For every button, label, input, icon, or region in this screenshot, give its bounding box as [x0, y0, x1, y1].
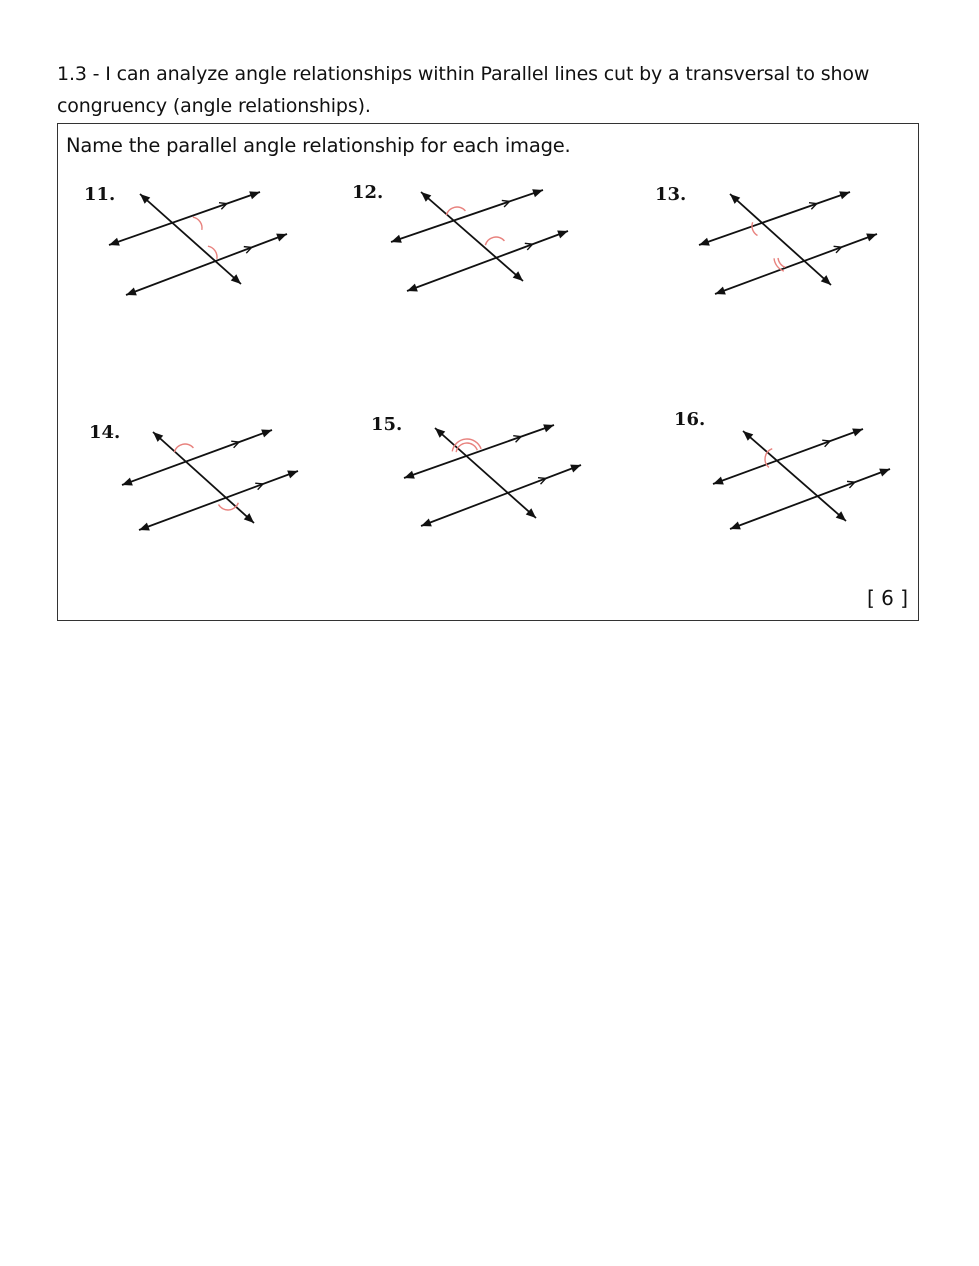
- arrowhead: [543, 424, 554, 432]
- arrowhead: [532, 189, 543, 197]
- angle-arc: [174, 444, 193, 452]
- arrowhead: [261, 429, 272, 437]
- parallel-line: [713, 429, 863, 484]
- transversal-line: [435, 428, 536, 518]
- angle-arc: [446, 207, 465, 215]
- parallel-line: [391, 190, 543, 242]
- arrowhead: [570, 465, 581, 473]
- arrowhead: [391, 235, 402, 243]
- arrowhead: [730, 522, 741, 530]
- arrowhead: [421, 519, 432, 527]
- arrowhead: [839, 191, 850, 199]
- parallel-line: [139, 471, 298, 530]
- arrowhead: [122, 478, 133, 486]
- question-number: 11.: [84, 184, 116, 205]
- question-number: 15.: [371, 414, 403, 435]
- transversal-line: [153, 432, 254, 523]
- points-label: [ 6 ]: [866, 586, 908, 610]
- arrowhead: [287, 471, 298, 479]
- arrowhead: [866, 234, 877, 242]
- arrowhead: [715, 287, 726, 295]
- transversal-line: [730, 194, 831, 285]
- question-box: [57, 123, 919, 621]
- arrowhead: [139, 523, 150, 531]
- instructions: Name the parallel angle relationship for each image.: [66, 134, 571, 157]
- transversal-line: [743, 431, 846, 521]
- arrowhead: [879, 469, 890, 477]
- question-number: 14.: [89, 422, 121, 443]
- question-number: 13.: [655, 184, 687, 205]
- parallel-line: [404, 425, 554, 478]
- arrowhead: [557, 231, 568, 239]
- parallel-line: [730, 469, 890, 529]
- parallel-line: [715, 234, 877, 294]
- arrowhead: [713, 477, 724, 485]
- arrowhead: [404, 471, 415, 479]
- angle-arc: [485, 237, 504, 245]
- learning-objective: 1.3 - I can analyze angle relationships within Parallel lines cut by a transversal to show congruency (angle relationships).: [57, 63, 870, 117]
- arrowhead: [407, 284, 418, 292]
- question-number: 16.: [674, 409, 706, 430]
- question-number: 12.: [352, 182, 384, 203]
- arrowhead: [852, 428, 863, 436]
- parallel-line: [421, 465, 581, 526]
- parallel-line: [122, 430, 272, 485]
- angle-arc: [778, 258, 785, 267]
- arrowhead: [699, 238, 710, 246]
- parallel-line: [699, 192, 850, 245]
- parallel-lines-diagram: [58, 124, 358, 324]
